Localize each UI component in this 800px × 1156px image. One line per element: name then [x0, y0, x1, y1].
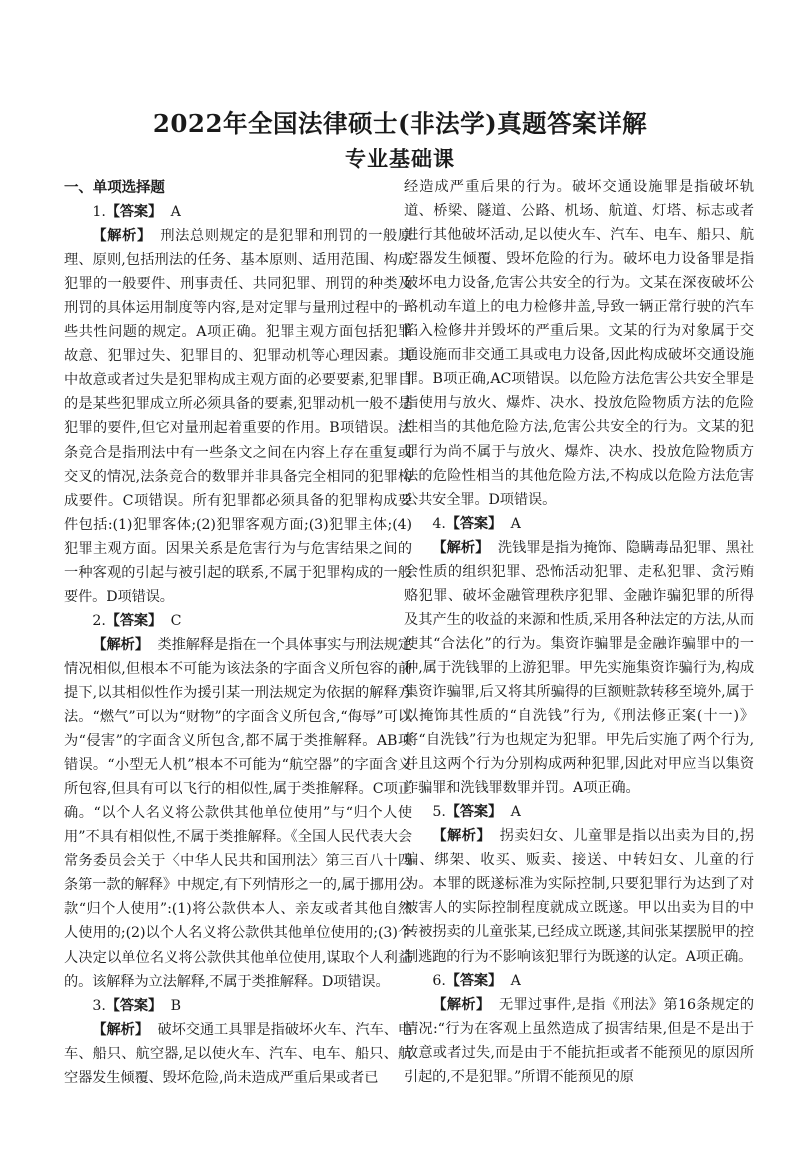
answer-label: 【答案】 [445, 515, 503, 532]
question-6-analysis [404, 993, 754, 1089]
answer-value: B [170, 997, 181, 1014]
page-title: 2022年全国法律硕士(非法学)真题答案详解 [152, 109, 648, 138]
page-subtitle: 专业基础课 [345, 147, 455, 171]
question-1-answer [64, 200, 412, 224]
question-number: 5. [432, 804, 446, 821]
analysis-label: 【解析】 [92, 636, 149, 653]
answer-value: A [510, 804, 521, 821]
answer-label: 【答案】 [105, 997, 163, 1014]
answer-value: C [170, 612, 182, 629]
right-column [404, 175, 754, 1089]
question-3-analysis [64, 1018, 412, 1090]
analysis-text: 类推解释是指在一个具体事实与刑法规定情况相似,但根本不可能为该法条的字面含义所包容的前提下,以其相似性作为援引某一刑法规定为依据的解释方法。“燃气”可以为“财物”的字面含义所包含,“侮辱”可以为“侵害”的字面含义所包含,都不属于类推解释。AB项错误。“小型无人机”根本不可能为“航空器”的字面含义所包容,但具有可以飞行的相似性,属于类推解释。C项正确。“以个人名义将公款供其他单位使用”与“归个人使用”不具有相似性,不属于类推解释。《全国人民代表大会常务委员会关于〈中华人民共和国刑法〉第三百八十四条第一款的解释》中规定,有下列情形之一的,属于挪用公款“归个人使用”:(1)将公款供本人、亲友或者其他自然人使用的;(2)以个人名义将公款供其他单位使用的;(3)个人决定以单位名义将公款供其他单位使用,谋取个人利益的。该解释为立法解释,不属于类推解释。D项错误。 [64, 636, 412, 990]
left-column [64, 176, 412, 1090]
analysis-text: 无罪过事件,是指《刑法》第16条规定的情况:“行为在客观上虽然造成了损害结果,但是不是出于故意或者过失,而是由于不能抗拒或者不能预见的原因所引起的,不是犯罪。”所谓不能预见的原 [404, 996, 754, 1085]
answer-value: A [510, 515, 521, 532]
question-6-answer [404, 969, 754, 993]
answer-value: A [170, 204, 181, 221]
analysis-label: 【解析】 [432, 996, 491, 1013]
question-2-answer [64, 609, 412, 633]
question-number: 6. [432, 972, 446, 989]
answer-label: 【答案】 [105, 204, 163, 221]
section-heading: 一、单项选择题 [64, 180, 165, 196]
question-5-answer [404, 800, 754, 824]
answer-label: 【答案】 [105, 612, 163, 629]
question-number: 2. [92, 612, 106, 629]
question-3-analysis-continued: 经造成严重后果的行为。破坏交通设施罪是指破坏轨道、桥梁、隧道、公路、机场、航道、灯塔、标志或者进行其他破坏活动,足以使火车、汽车、电车、船只、航空器发生倾覆、毁坏危险的行为。破坏电力设备罪是指破坏电力设备,危害公共安全的行为。文某在深夜破坏公路机动车道上的电力检修井盖,导致一辆正常行驶的汽车陷入检修井并毁坏的严重后果。文某的行为对象属于交通设施而非交通工具或电力设备,因此构成破坏交通设施罪。B项正确,AC项错误。以危险方法危害公共安全罪是指使用与放火、爆炸、决水、投放危险物质方法的危险性相当的其他危险方法,危害公共安全的行为。文某的犯罪行为尚不属于与放火、爆炸、决水、投放危险物质方法的危险性相当的其他危险方法,不构成以危险方法危害公共安全罪。D项错误。 [404, 179, 754, 508]
question-4-analysis [404, 536, 754, 801]
question-3-answer [64, 994, 412, 1018]
answer-label: 【答案】 [445, 804, 503, 821]
analysis-label: 【解析】 [92, 228, 152, 245]
question-number: 4. [432, 515, 446, 532]
question-number: 3. [92, 997, 106, 1014]
analysis-label: 【解析】 [432, 828, 492, 845]
analysis-label: 【解析】 [92, 1021, 149, 1038]
answer-label: 【答案】 [445, 972, 503, 989]
question-number: 1. [92, 204, 106, 221]
analysis-text: 破坏交通工具罪是指破坏火车、汽车、电车、船只、航空器,足以使火车、汽车、电车、船只、航空器发生倾覆、毁坏危险,尚未造成严重后果或者已 [64, 1021, 412, 1086]
analysis-label: 【解析】 [432, 539, 490, 556]
question-4-answer [404, 512, 754, 536]
analysis-text: 刑法总则规定的是犯罪和刑罚的一般原理、原则,包括刑法的任务、基本原则、适用范围、构成犯罪的一般要件、刑事责任、共同犯罪、刑罚的种类及刑罚的具体运用制度等内容,是对定罪与量刑过程中的一些共性问题的规定。A项正确。犯罪主观方面包括犯罪故意、犯罪过失、犯罪目的、犯罪动机等心理因素。其中故意或者过失是犯罪构成主观方面的必要要素,犯罪目的是某些犯罪成立所必须具备的要素,犯罪动机一般不是犯罪的要件,但它对量刑起着重要的作用。B项错误。法条竞合是指刑法中有一些条文之间在内容上存在重复或交叉的情况,法条竞合的数罪并非具备完全相同的犯罪构成要件。C项错误。所有犯罪都必须具备的犯罪构成要件包括:(1)犯罪客体;(2)犯罪客观方面;(3)犯罪主体;(4)犯罪主观方面。因果关系是危害行为与危害结果之间的一种客观的引起与被引起的联系,不属于犯罪构成的一般要件。D项错误。 [64, 228, 412, 605]
analysis-text: 拐卖妇女、儿童罪是指以出卖为目的,拐骗、绑架、收买、贩卖、接送、中转妇女、儿童的行为。本罪的既遂标准为实际控制,只要犯罪行为达到了对被害人的实际控制程度就成立既遂。甲以出卖为目的中转被拐卖的儿童张某,已经成立既遂,其间张某摆脱甲的控制逃跑的行为不影响该犯罪行为既遂的认定。A项正确。 [404, 828, 754, 965]
question-5-analysis [404, 824, 754, 968]
analysis-text: 洗钱罪是指为掩饰、隐瞒毒品犯罪、黑社会性质的组织犯罪、恐怖活动犯罪、走私犯罪、贪污贿赂犯罪、破坏金融管理秩序犯罪、金融诈骗犯罪的所得及其产生的收益的来源和性质,采用各种法定的方法,从而使其“合法化”的行为。集资诈骗罪是金融诈骗罪中的一种,属于洗钱罪的上游犯罪。甲先实施集资诈骗行为,构成集资诈骗罪,后又将其所骗得的巨额赃款转移至境外,属于以掩饰其性质的“自洗钱”行为,《刑法修正案(十一)》将“自洗钱”行为也规定为犯罪。甲先后实施了两个行为,并且这两个行为分别构成两种犯罪,因此对甲应当以集资诈骗罪和洗钱罪数罪并罚。A项正确。 [404, 539, 754, 797]
question-1-analysis [64, 224, 412, 609]
answer-value: A [510, 972, 521, 989]
question-2-analysis [64, 633, 412, 994]
